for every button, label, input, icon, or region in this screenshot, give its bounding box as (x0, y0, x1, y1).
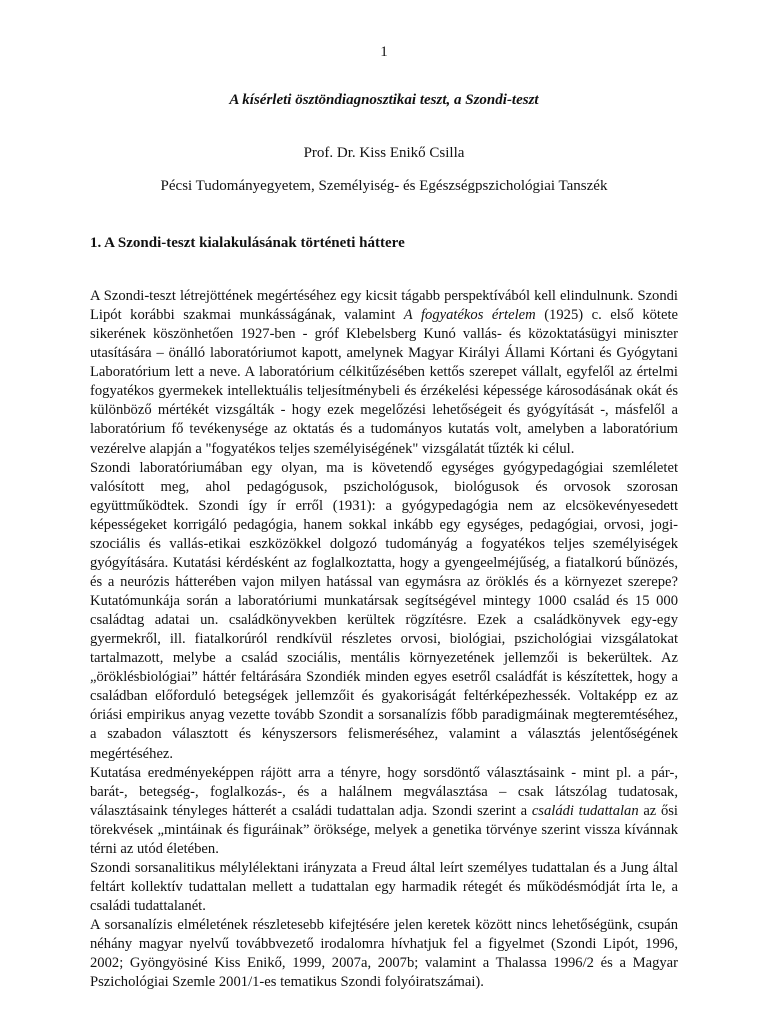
text-run: A Szondi-teszt létrejöttének megértéséhez egy kicsit tágabb perspektívából kell elindulnunk. Szondi Lipót korábbi szakmai munkásságának, valamint (90, 288, 678, 324)
paragraph: A sorsanalízis elméletének részletesebb kifejtésére jelen keretek között nincs lehetőségünk, csupán néhány magyar nyelvű továbbvezető irodalomra hívhatjuk fel a figyelmet (Szondi Lipót, 1996, 2002; Gyöngyösiné Kiss Enikő, 1999, 2007a, 2007b; valamint a Thalassa 1996/2 és a Magyar Pszichológiai Szemle 2001/1-es tematikus Szondi folyóiratszámai). (90, 917, 678, 991)
paragraph: Szondi sorsanalitikus mélylélektani irányzata a Freud által leírt személyes tudattalan és a Jung által feltárt kollektív tudattalan mellett a tudattalan egy harmadik rétegét és működésmódját írta le, a családi tudattalanét. (90, 859, 678, 914)
page-number: 1 (380, 44, 388, 60)
body-text (90, 287, 678, 992)
document-title: A kísérleti ösztöndiagnosztikai teszt, a Szondi-teszt (229, 92, 539, 108)
paragraph (90, 764, 678, 859)
author-affiliation: Pécsi Tudományegyetem, Személyiség- és Egészségpszichológiai Tanszék (160, 178, 608, 194)
paragraph (90, 287, 678, 459)
text-run: az ősi törekvések „mintáinak és figuráinak” öröksége, melyek a genetika törvénye szerint vissza kívánnak térni az utód életében. (90, 802, 678, 857)
text-run: (1925) c. első kötete sikerének köszönhetően 1927-ben - gróf Klebelsberg Kunó vallás- és közoktatásügyi miniszter utasítására – önálló laboratóriumot kapott, amelynek Magyar Királyi Állami Kórtani és Gyógytani Laboratórium lett a neve. A laboratórium célkitűzésében kettős szerepet vállalt, egyfelől az értelmi fogyatékos gyermekek intellektuális teljesítménybeli és érzékelési képessége károsodásának okát és különböző mértékét vizsgálták - hogy ezek megelőzési lehetőségeit és gyógyítását -, másfelől a laboratórium fő tevékenysége az oktatás és a tudományos kutatás volt, amelyben a laboratórium vezérelve alapján a "fogyatékos teljes személyiségének" vizsgálatát tűzték ki célul. (90, 307, 678, 457)
paragraph: Szondi laboratóriumában egy olyan, ma is követendő egységes gyógypedagógiai szemléletet valósított meg, ahol pedagógusok, pszichológusok, biológusok és orvosok szorosan együttműködtek. Szondi így ír erről (1931): a gyógypedagógia nem az elcsökevényesedett képességeket korrigáló pedagógia, hanem sokkal inkább egy egységes, pedagógiai, orvosi, jogi-szociális és vallás-etikai eszközökkel dolgozó tudományág a fogyatékos teljes személyiségek gyógyítására. Kutatási kérdésként az foglalkoztatta, hogy a gyengeelméjűség, a fiatalkorú bűnözés, és a neurózis hátterében vajon milyen hatással van egymásra az öröklés és a környezet szerepe? Kutatómunkája során a laboratóriumi munkatársak segítségével mintegy 1000 család és 15 000 családtag adatai un. családkönyvekben kerültek rögzítésre. Ezek a családkönyvek egy-egy gyermekről, ill. fiatalkorúról rendkívül részletes orvosi, biológiai, pszichológiai vizsgálatokat tartalmazott, melybe a család szociális, mentális környezetének jellemzői is bekerültek. Az „öröklésbiológiai” háttér feltárására Szondiék minden egyes esetről családfát is készítettek, hogy a családban előforduló betegségek jellemzőit és gyakoriságát feltérképezhessék. Voltaképp ez az óriási empirikus anyag vezette tovább Szondit a sorsanalízis főbb paradigmáinak megteremtéséhez, a szabadon választott és kényszersors felismeréséhez, valamint a választás jelentőségének megértéséhez. (90, 459, 678, 762)
author-name: Prof. Dr. Kiss Enikő Csilla (303, 145, 465, 161)
italic-term: családi tudattalan (531, 802, 639, 819)
text-run: Kutatása eredményeképpen rájött arra a tényre, hogy sorsdöntő választásaink - mint pl. a pár-, barát-, betegség-, foglalkozás-, és a halálnem megválasztása – csak látszólag tudatosak, választásaink tényleges hátterét a családi tudattalan adja. Szondi szerint a (90, 764, 678, 819)
section-heading: 1. A Szondi-teszt kialakulásának történeti háttere (90, 235, 405, 251)
italic-book-title: A fogyatékos értelem (403, 307, 536, 324)
